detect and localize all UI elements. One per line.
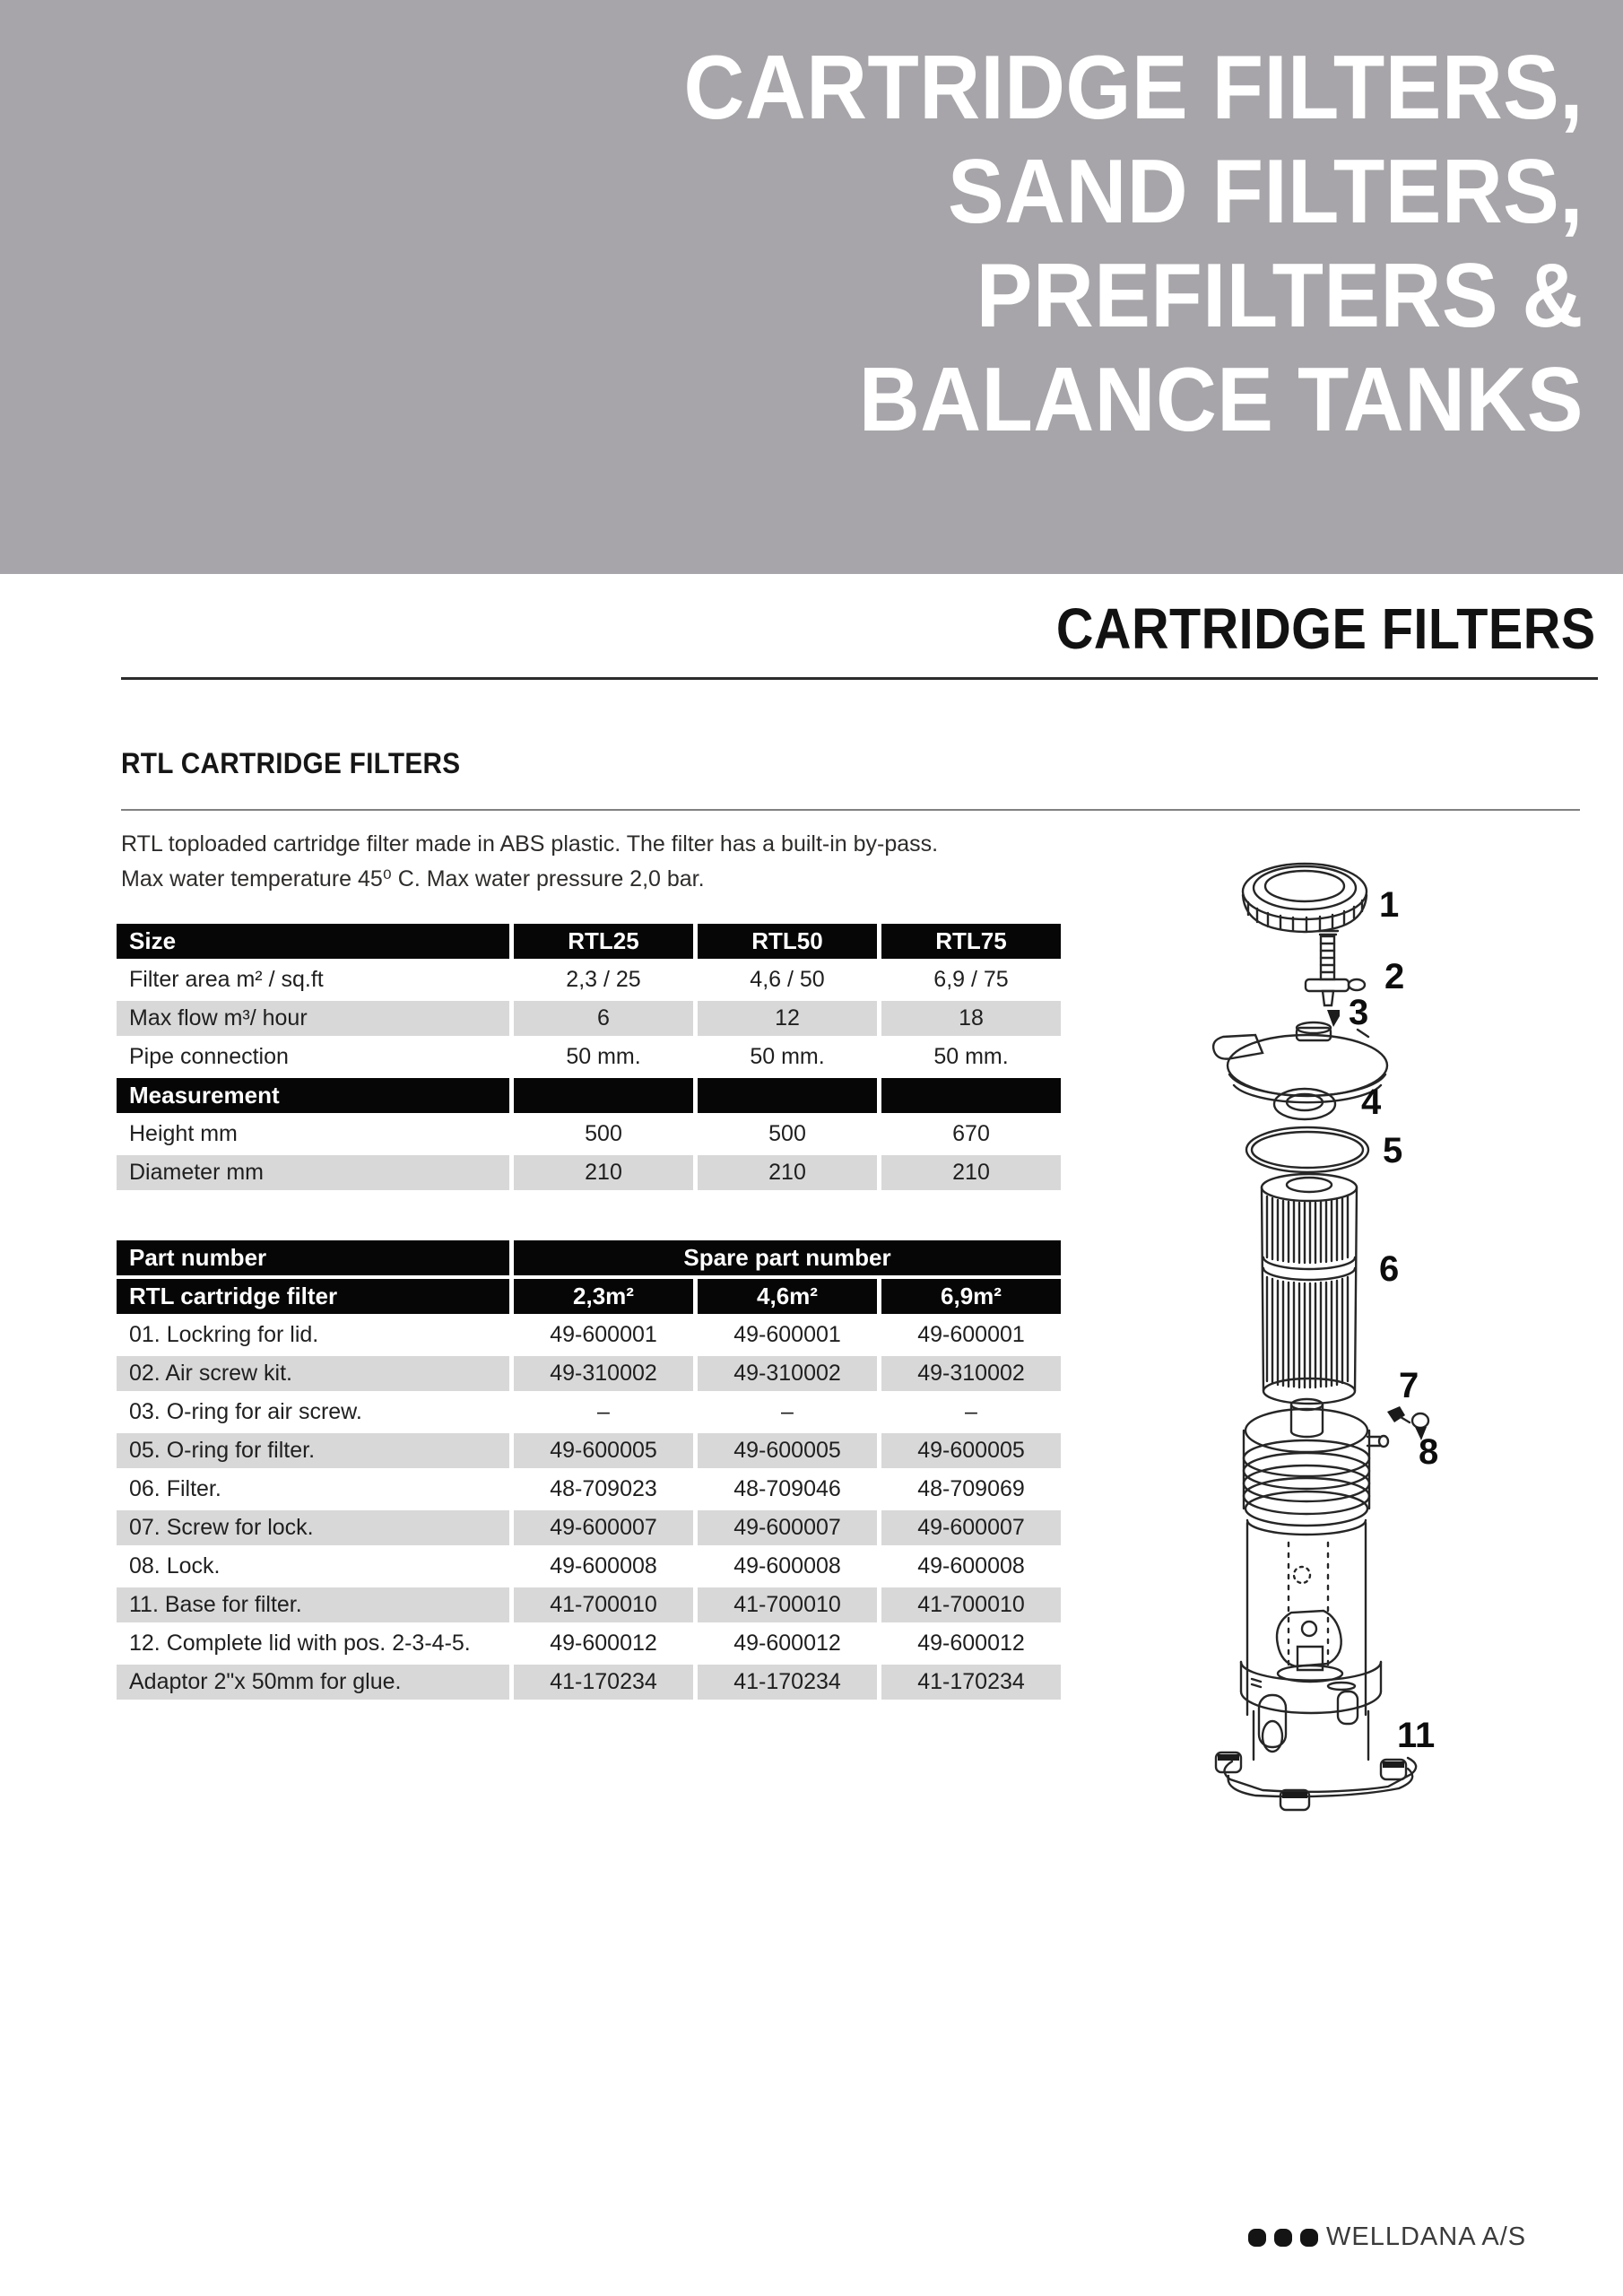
- brand-dot-1: [1248, 2229, 1266, 2247]
- parts-table-cell: –: [698, 1395, 877, 1430]
- parts-table-cell: –: [881, 1395, 1061, 1430]
- parts-table-cell: 49-600008: [881, 1549, 1061, 1584]
- parts-table-row-label: Adaptor 2"x 50mm for glue.: [117, 1665, 509, 1700]
- diagram-label-4: 4: [1361, 1083, 1382, 1122]
- title-line-3: PREFILTERS &: [976, 246, 1584, 347]
- size-table-cell: 50 mm.: [698, 1039, 877, 1074]
- parts-table-cell: 49-600005: [881, 1433, 1061, 1468]
- brand-dot-3: [1300, 2229, 1318, 2247]
- size-table-cell: 18: [881, 1001, 1061, 1036]
- section-heading: RTL CARTRIDGE FILTERS: [121, 747, 461, 779]
- parts-table-row-label: 01. Lockring for lid.: [117, 1318, 509, 1352]
- size-table-cell: 670: [881, 1117, 1061, 1152]
- diagram-label-2: 2: [1384, 957, 1405, 996]
- chapter-heading-rule: [121, 677, 1598, 680]
- parts-table-row-label: 02. Air screw kit.: [117, 1356, 509, 1391]
- size-table-row-label: Max flow m³/ hour: [117, 1001, 509, 1036]
- size-table-row-label: Height mm: [117, 1117, 509, 1152]
- diagram-label-8: 8: [1419, 1432, 1439, 1472]
- filter-oring-drawing: [1246, 1127, 1368, 1172]
- description-line-2: Max water temperature 45⁰ C. Max water pressure 2,0 bar.: [121, 865, 705, 891]
- size-table-row-label: Diameter mm: [117, 1155, 509, 1190]
- washer-drawing: [1274, 1089, 1335, 1119]
- size-table-cell: 500: [698, 1117, 877, 1152]
- parts-table-size-header: 4,6m²: [698, 1279, 877, 1314]
- parts-table-subcorner-header: RTL cartridge filter: [117, 1279, 509, 1314]
- section-description: [121, 827, 938, 897]
- brand-dot-2: [1274, 2229, 1292, 2247]
- parts-table-cell: 49-600005: [698, 1433, 877, 1468]
- size-table-row-label: Filter area m² / sq.ft: [117, 962, 509, 997]
- parts-table-cell: 49-600007: [881, 1510, 1061, 1545]
- parts-table-cell: 48-709023: [514, 1472, 693, 1507]
- parts-table-cell: 41-700010: [698, 1587, 877, 1622]
- parts-table-row-label: 11. Base for filter.: [117, 1587, 509, 1622]
- parts-table-row-label: 05. O-ring for filter.: [117, 1433, 509, 1468]
- base-drawing: [1216, 1752, 1416, 1810]
- cartridge-drawing: [1262, 1174, 1357, 1404]
- parts-table-cell: 49-600012: [881, 1626, 1061, 1661]
- parts-table-row-label: 03. O-ring for air screw.: [117, 1395, 509, 1430]
- title-line-4: BALANCE TANKS: [859, 350, 1584, 451]
- description-line-1: RTL toploaded cartridge filter made in ABS plastic. The filter has a built-in by-pass.: [121, 831, 939, 857]
- parts-table-cell: 49-600012: [514, 1626, 693, 1661]
- exploded-filter-diagram: [1166, 852, 1623, 1830]
- body-flange-drawing: [1241, 1662, 1381, 1760]
- parts-table-cell: 41-170234: [514, 1665, 693, 1700]
- parts-table-cell: 49-310002: [514, 1356, 693, 1391]
- parts-table-span-header: Spare part number: [514, 1240, 1061, 1275]
- size-table-cell: 12: [698, 1001, 877, 1036]
- parts-table-cell: 49-600001: [698, 1318, 877, 1352]
- size-table-cell: 210: [881, 1155, 1061, 1190]
- parts-table-cell: 41-170234: [698, 1665, 877, 1700]
- parts-table-cell: 48-709046: [698, 1472, 877, 1507]
- parts-table-corner-header: Part number: [117, 1240, 509, 1275]
- parts-table-cell: 49-600005: [514, 1433, 693, 1468]
- parts-table-row-label: 07. Screw for lock.: [117, 1510, 509, 1545]
- size-table-cell: 4,6 / 50: [698, 962, 877, 997]
- size-table-col-header: RTL75: [881, 924, 1061, 959]
- diagram-label-5: 5: [1383, 1131, 1403, 1170]
- size-table-cell: 6: [514, 1001, 693, 1036]
- parts-table-row-label: 12. Complete lid with pos. 2-3-4-5.: [117, 1626, 509, 1661]
- lockring-drawing: [1243, 864, 1367, 932]
- parts-table-cell: 49-310002: [881, 1356, 1061, 1391]
- size-table-cell: 50 mm.: [514, 1039, 693, 1074]
- parts-table-cell: 49-600001: [514, 1318, 693, 1352]
- size-table-cell: 210: [698, 1155, 877, 1190]
- parts-table-cell: 41-700010: [881, 1587, 1061, 1622]
- parts-table-cell: 49-600008: [698, 1549, 877, 1584]
- parts-table-cell: 41-170234: [881, 1665, 1061, 1700]
- footer-brand: [1248, 2222, 1526, 2252]
- size-table-cell: 6,9 / 75: [881, 962, 1061, 997]
- hero-banner: [0, 0, 1623, 574]
- filter-body-drawing: [1247, 1523, 1366, 1715]
- size-table-cell: 210: [514, 1155, 693, 1190]
- threaded-collar-drawing: [1244, 1399, 1388, 1535]
- size-table-cell: [514, 1078, 693, 1113]
- size-table-col-header: RTL25: [514, 924, 693, 959]
- parts-table-cell: –: [514, 1395, 693, 1430]
- title-line-1: CARTRIDGE FILTERS,: [683, 38, 1584, 138]
- diagram-label-7: 7: [1399, 1366, 1419, 1405]
- size-table-row-label: Pipe connection: [117, 1039, 509, 1074]
- parts-table-cell: 48-709069: [881, 1472, 1061, 1507]
- size-table-cell: [881, 1078, 1061, 1113]
- parts-table-cell: 49-600012: [698, 1626, 877, 1661]
- size-table-corner-header: Size: [117, 924, 509, 959]
- parts-table-cell: 49-600001: [881, 1318, 1061, 1352]
- size-table-row-label: Measurement: [117, 1078, 509, 1113]
- spare-parts-table: [117, 1240, 1061, 1700]
- diagram-label-11: 11: [1397, 1716, 1436, 1755]
- chapter-heading: CARTRIDGE FILTERS: [1056, 596, 1596, 661]
- parts-table-size-header: 2,3m²: [514, 1279, 693, 1314]
- size-table-cell: 500: [514, 1117, 693, 1152]
- brand-name: WELLDANA A/S: [1326, 2222, 1527, 2251]
- parts-table-cell: 49-600007: [698, 1510, 877, 1545]
- diagram-label-6: 6: [1379, 1249, 1400, 1289]
- parts-table-cell: 41-700010: [514, 1587, 693, 1622]
- parts-table-row-label: 06. Filter.: [117, 1472, 509, 1507]
- size-table-cell: 50 mm.: [881, 1039, 1061, 1074]
- size-table-cell: 2,3 / 25: [514, 962, 693, 997]
- size-table: [117, 924, 1061, 1190]
- parts-table-row-label: 08. Lock.: [117, 1549, 509, 1584]
- parts-table-cell: 49-600008: [514, 1549, 693, 1584]
- section-heading-rule: [121, 809, 1580, 811]
- parts-table-size-header: 6,9m²: [881, 1279, 1061, 1314]
- diagram-label-3: 3: [1349, 993, 1369, 1032]
- page-title: [684, 36, 1584, 453]
- diagram-label-1: 1: [1379, 885, 1400, 925]
- size-table-col-header: RTL50: [698, 924, 877, 959]
- title-line-2: SAND FILTERS,: [948, 142, 1584, 243]
- size-table-cell: [698, 1078, 877, 1113]
- parts-table-cell: 49-310002: [698, 1356, 877, 1391]
- parts-table-cell: 49-600007: [514, 1510, 693, 1545]
